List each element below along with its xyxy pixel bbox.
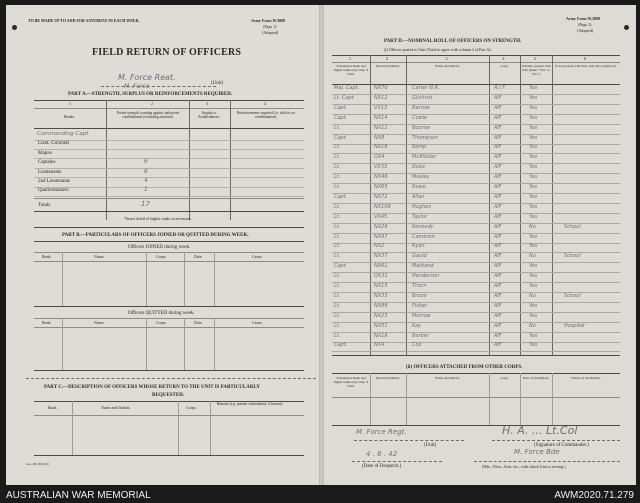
totals-label: Totals (38, 203, 51, 208)
roll-corps: AIF (494, 283, 502, 289)
col-num: 3 (206, 101, 208, 106)
roll-rank: Lt. (334, 302, 341, 309)
unit-handwriting-2: M. Force (124, 83, 150, 90)
roll-rank: Lt. (334, 273, 341, 280)
roll-present: Yes (529, 312, 538, 319)
roll-present: Yes (529, 302, 538, 309)
part-a-heading: PART A.—STRENGTH, SURPLUS OR REINFORCEMENTS REQUIRED. (68, 92, 233, 97)
column-number: 6 (584, 56, 586, 61)
punch-hole (12, 25, 17, 30)
caption-bar (0, 487, 640, 503)
roll-rank: Lt. (334, 322, 341, 329)
roll-rank: Capt. (334, 114, 348, 121)
roll-personal-number: NX33 (374, 292, 388, 299)
roll-corps: AIF (494, 114, 502, 121)
roll-present: Yes (529, 174, 538, 181)
quitted-heading: Officers QUITTED during week. (128, 311, 195, 316)
roll-present: Yes (529, 263, 538, 270)
roll-present: Yes (529, 124, 538, 131)
roll-present: Yes (529, 85, 538, 91)
roll-rank: Lt. (334, 184, 341, 190)
roll-employed: School (564, 253, 581, 260)
col-name: Name. (94, 320, 105, 325)
roll-employed: School (564, 223, 581, 230)
roll-name: Taylor (412, 213, 428, 220)
totals-value: 17 (141, 200, 150, 208)
caption-source: AUSTRALIAN WAR MEMORIAL (6, 490, 151, 501)
adapted-label: (Adapted) (262, 30, 279, 35)
roll-rank: Lt. (334, 203, 341, 210)
roll-name: Allan (412, 193, 425, 200)
roll-personal-number: NX46 (374, 174, 388, 181)
roll-rank: Lt. (334, 154, 341, 161)
roll-name: Gilchrist (412, 94, 433, 101)
roll-present: Yes (529, 94, 538, 101)
roll-personal-number: NX11 (374, 124, 388, 131)
roll-name: Cowie (412, 114, 428, 121)
roll-rank: Capt. (334, 263, 348, 270)
column-header: Corps. (500, 64, 509, 68)
column-header: Name and Initials. (435, 64, 460, 68)
rank-row-count: 6 (144, 167, 148, 175)
joined-heading: Officers JOINED during week. (128, 245, 191, 250)
form-title: FIELD RETURN OF OFFICERS (92, 47, 242, 58)
col-corps: Corps. (156, 320, 167, 325)
caption-id: AWM2020.71.279 (554, 490, 634, 501)
form-number-2: Army Form W.3008 (566, 16, 601, 21)
col-rank: Rank. (42, 254, 52, 259)
rank-row-count: 6 (144, 158, 148, 166)
roll-corps: AIF (494, 164, 502, 171)
commander-signature: H. A. ... Lt.Col (502, 424, 578, 437)
col-date: Date. (194, 320, 203, 325)
despatch-date-label: (Date of Despatch.) (362, 464, 402, 469)
roll-rank: Lt. (334, 253, 341, 260)
col-corps: Corps. (186, 405, 197, 410)
unit-label: (Unit) (211, 81, 224, 86)
roll-employed: Hospital (564, 322, 585, 329)
roll-present: Yes (529, 144, 538, 151)
roll-present: Yes (529, 233, 538, 240)
page-number-2: (Page 2) (578, 22, 592, 27)
roll-present: Yes (529, 332, 538, 339)
roll-name: Kennedy (412, 223, 434, 230)
roll-rank: Lt. (334, 312, 341, 319)
roll-personal-number: NX23 (374, 312, 388, 319)
column-header: Date of attachment. (522, 376, 550, 380)
roll-corps: AIF (494, 243, 502, 250)
roll-name: Thompson (412, 134, 439, 141)
roll-personal-number: VX33 (374, 164, 388, 171)
col-num: 2 (151, 101, 153, 106)
column-number: 2 (386, 56, 388, 61)
roll-present: Yes (529, 283, 538, 289)
roll-rank: Lt. (334, 283, 341, 289)
roll-present: Yes (529, 203, 538, 210)
roll-corps: AIF (494, 104, 502, 111)
roll-rank: Capt. (334, 342, 348, 349)
brigade-hand: M. Force Bde (514, 448, 560, 456)
roll-corps: AIF (494, 342, 502, 349)
col-rank: Rank. (48, 405, 58, 410)
roll-corps: AIF (494, 292, 502, 299)
roll-rank: Maj. Capt. (334, 85, 360, 91)
left-page (6, 5, 319, 485)
right-page (324, 5, 636, 485)
roll-personal-number: NX15 (374, 283, 388, 289)
roll-name: Ryan (412, 243, 425, 250)
roll-corps: AIF (494, 273, 502, 280)
roll-rank: Lt. Capt. (334, 94, 356, 101)
roll-rank: Lt. (334, 292, 341, 299)
roll-rank: Lt. (334, 332, 341, 339)
col-num: 4 (264, 101, 266, 106)
roll-name: Rowe (412, 184, 426, 190)
roll-name: McAllister (412, 154, 437, 161)
print-code: A.G. 200 (M) 8-39 (26, 462, 49, 466)
roll-personal-number: NX4 (374, 342, 385, 349)
roll-personal-number: NX8 (374, 134, 385, 141)
roll-corps: AIF (494, 193, 502, 200)
roll-personal-number: NX65 (374, 184, 388, 190)
despatch-date-hand: 4 . 6 . 42 (366, 450, 398, 458)
roll-name: Thorn (412, 283, 427, 289)
roll-rank: Lt. (334, 174, 341, 181)
roll-name: Morrow (412, 312, 431, 319)
roll-corps: AIF (494, 233, 502, 240)
rank-row-count: 4 (144, 177, 148, 184)
roll-name: Duke (412, 164, 425, 171)
part-c-heading-2: REQUESTED. (152, 393, 185, 398)
roll-corps: AIF (494, 174, 502, 181)
roll-rank: Lt. (334, 164, 341, 171)
roll-corps: AIF (494, 154, 502, 161)
roll-rank: Lt. (334, 213, 341, 220)
roll-present: Yes (529, 134, 538, 141)
roll-rank: Capt. (334, 134, 348, 141)
roll-name: Cox (412, 342, 422, 349)
column-header: Personal Number. (375, 64, 401, 68)
roll-present: No (529, 292, 536, 299)
adapted-label-2: (Adapted) (577, 28, 594, 33)
roll-personal-number: NX14 (374, 114, 388, 121)
col-name: Name. (94, 254, 105, 259)
roll-corps: AIF (494, 184, 502, 190)
roll-personal-number: NX12 (374, 94, 388, 101)
roll-personal-number: QX31 (374, 273, 388, 280)
header-note: TO BE MADE UP TO AND FOR SATURDAY IN EACH WEEK. (28, 18, 140, 23)
roll-corps: AIF (494, 332, 502, 339)
col-posted: Posted strength counting against authorized establishment (excluding attached). (116, 111, 180, 119)
roll-present: Yes (529, 154, 538, 161)
roll-personal-number: QX4 (374, 154, 385, 161)
page-number: (Page 1) (263, 24, 277, 29)
roll-corps: AIF (494, 312, 502, 319)
rank-row-label: Majors (38, 150, 53, 156)
col-cause: Cause. (252, 254, 263, 259)
part-c-heading: PART C.—DESCRIPTION OF OFFICERS WHOSE RETURN TO THE UNIT IS PARTICULARLY (44, 385, 260, 390)
roll-name: Mealey (412, 174, 430, 181)
roll-rank: Lt. (334, 233, 341, 240)
roll-corps: AIF (494, 203, 502, 210)
roll-present: Yes (529, 114, 538, 121)
roll-corps: AIF (494, 134, 502, 141)
part-d-heading: PART D.—NOMINAL ROLL OF OFFICERS ON STRENGTH. (384, 39, 522, 44)
roll-name: Hughes (412, 203, 431, 210)
footnote: *Insert detail of higher ranks as necessary. (124, 216, 192, 221)
rank-row-label: Lieutenants (38, 169, 62, 175)
roll-corps: AIF (494, 263, 502, 270)
roll-name: Bruce (412, 292, 427, 299)
col-date: Date. (194, 254, 203, 259)
roll-personal-number: NX2 (374, 243, 385, 250)
roll-personal-number: NX88 (374, 302, 388, 309)
roll-rank: Lt. (334, 144, 341, 151)
brigade-label: (Bde., Divn., Area, etc., with which Unit is serving.) (482, 464, 566, 469)
col-surplus: Surplus to Establishment. (198, 111, 220, 119)
roll-corps: AIF (494, 223, 502, 230)
roll-present: Yes (529, 213, 538, 220)
col-rank: Rank. (42, 320, 52, 325)
column-header: Name and Initials. (435, 376, 460, 380)
roll-personal-number: NX28 (374, 223, 388, 230)
col-num: 1 (69, 101, 71, 106)
roll-corps: AIF (494, 124, 502, 131)
roll-present: Yes (529, 273, 538, 280)
roll-personal-number: NX70 (374, 85, 388, 91)
roll-personal-number: NX37 (374, 253, 388, 260)
column-header: Personal Number. (375, 376, 401, 380)
roll-personal-number: NX61 (374, 263, 388, 270)
rank-row-count: 1 (144, 186, 148, 194)
rank-row-label: Commanding Capt (37, 131, 89, 137)
roll-corps: AIF (494, 213, 502, 220)
column-number: 3 (445, 56, 448, 61)
col-corps: Corps. (156, 254, 167, 259)
column-header: Substantive Rank and higher temporary rank, if held. (333, 64, 369, 76)
part-d2-heading: (ii) OFFICERS ATTACHED FROM OTHER CORPS. (406, 365, 523, 370)
roll-name: Gauld (412, 253, 427, 260)
roll-present: Yes (529, 184, 538, 190)
punch-hole (624, 25, 629, 30)
roll-personal-number: NX72 (374, 193, 388, 200)
rank-row-label: Quartermasters (38, 188, 69, 194)
roll-corps: A.I.F. (494, 85, 506, 91)
col-ranks: Ranks. (64, 114, 75, 119)
roll-corps: AIF (494, 94, 502, 101)
roll-present: No (529, 253, 536, 260)
roll-personal-number: VX45 (374, 213, 388, 220)
roll-rank: Lt. (334, 124, 341, 131)
roll-name: Barber (412, 332, 429, 339)
rank-row-label: Captains (38, 160, 56, 166)
column-number: 4 (502, 56, 505, 61)
column-number: 5 (534, 56, 536, 61)
roll-rank: Lt. (334, 243, 341, 250)
signature-label: (Signature of Commander.) (534, 443, 589, 448)
roll-rank: Lt. (334, 223, 341, 230)
part-b-heading: PART B.—PARTICULARS OF OFFICERS JOINED OR QUITTED DURING WEEK. (62, 233, 249, 238)
roll-rank: Capt. (334, 104, 348, 111)
roll-personal-number: VX13 (374, 104, 388, 111)
roll-name: Barrow (412, 104, 430, 111)
roll-corps: AIF (494, 144, 502, 151)
roll-personal-number: NX97 (374, 233, 388, 240)
roll-name: Fisher (412, 302, 428, 309)
roll-name: Kay (412, 322, 422, 329)
roll-personal-number: NX19 (374, 332, 388, 339)
col-name-initials: Name and Initials. (101, 405, 131, 410)
roll-present: No (529, 322, 536, 329)
roll-personal-number: NX18 (374, 144, 388, 151)
column-header: Substantive Rank and higher temporary rank, if held. (333, 376, 369, 388)
roll-employed: School (564, 292, 581, 299)
footer-unit-label: (Unit) (424, 443, 437, 448)
roll-present: Yes (529, 342, 538, 349)
rank-row-label: 2nd Lieutenants (38, 179, 71, 184)
roll-corps: AIF (494, 302, 502, 309)
roll-personal-number: NX109 (374, 203, 391, 210)
column-header: Nature of attachment. (571, 376, 601, 380)
roll-name: Maitland (412, 263, 434, 270)
footer-unit-hand: M. Force Regt. (356, 428, 407, 436)
column-header: Whether present with Unit (Insert “Yes” or “No”). (521, 64, 551, 76)
col-reinforcements: Reinforcements required (i.e. deficits on establishment). (236, 111, 296, 119)
part-d-subheading: (i) Officers posted to Unit (Total to agree with column 2 of Part A). (384, 47, 492, 52)
roll-present: Yes (529, 104, 538, 111)
roll-rank: Capt. (334, 193, 348, 200)
roll-present: Yes (529, 193, 538, 200)
form-number: Army Form W.3008 (251, 18, 286, 23)
roll-present: Yes (529, 164, 538, 171)
roll-name: Kemp (412, 144, 427, 151)
column-header: Corps. (500, 376, 509, 380)
roll-name: Bourne (412, 124, 430, 131)
column-number: 1 (349, 56, 351, 61)
roll-name: Henderson (412, 273, 440, 280)
roll-personal-number: NX51 (374, 322, 388, 329)
col-reasons: Reasons (e.g. present whereabouts, if known). (216, 402, 284, 406)
rank-row-label: Lieut.-Colonels (38, 141, 70, 147)
roll-corps: AIF (494, 322, 502, 329)
roll-name: Carter N.R. (412, 85, 440, 91)
unit-handwriting: M. Force Reat. (118, 73, 176, 82)
roll-present: Yes (529, 243, 538, 250)
roll-corps: AIF (494, 253, 502, 260)
scanned-document (6, 5, 636, 485)
roll-present: No (529, 223, 536, 230)
column-header: If not present with Unit, state how employed. (555, 64, 617, 68)
roll-name: Cameron (412, 233, 435, 240)
col-cause: Cause. (252, 320, 263, 325)
